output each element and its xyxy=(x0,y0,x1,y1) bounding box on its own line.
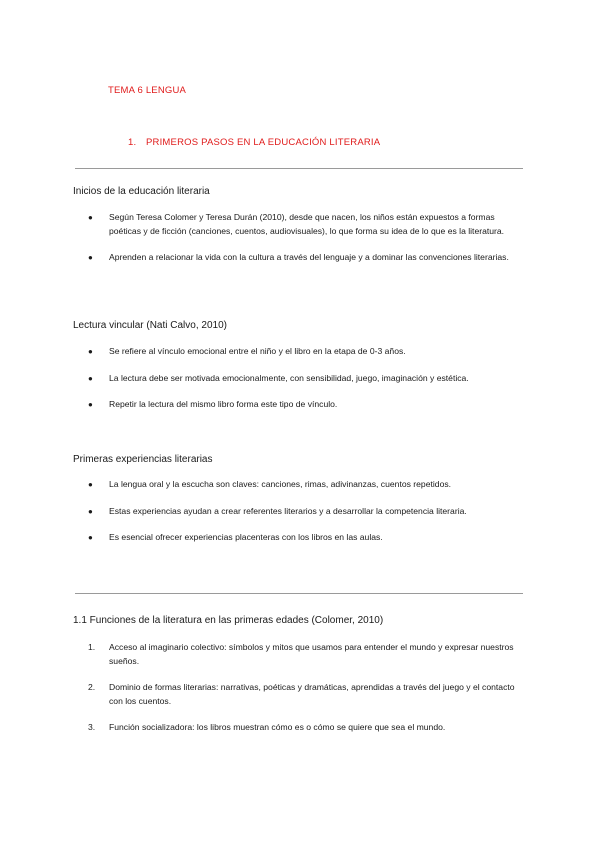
bullet-list-primeras-experiencias xyxy=(88,478,528,545)
section-number: 1. xyxy=(128,137,137,148)
list-item-text: Repetir la lectura del mismo libro forma este tipo de vínculo. xyxy=(109,399,338,409)
bullet-icon: ● xyxy=(88,373,93,383)
list-item-text: Aprenden a relacionar la vida con la cultura a través del lenguaje y a dominar las convenciones literarias. xyxy=(109,252,509,262)
list-item-text: Se refiere al vínculo emocional entre el niño y el libro en la etapa de 0-3 años. xyxy=(109,346,406,356)
bullet-icon: ● xyxy=(88,480,93,489)
list-number: 2. xyxy=(88,682,96,692)
divider-top xyxy=(75,168,523,169)
list-item xyxy=(88,398,528,412)
list-item xyxy=(88,345,528,359)
numbered-list-funciones xyxy=(88,641,528,735)
list-item xyxy=(88,372,528,386)
subheading-primeras-experiencias: Primeras experiencias literarias xyxy=(73,454,213,465)
list-item xyxy=(88,478,528,492)
list-item-text: Es esencial ofrecer experiencias placenteras con los libros en las aulas. xyxy=(109,532,383,542)
list-item xyxy=(88,641,528,668)
list-item xyxy=(88,505,528,519)
list-item xyxy=(88,681,528,708)
list-item-text: Estas experiencias ayudan a crear referentes literarios y a desarrollar la competencia literaria. xyxy=(109,505,467,516)
list-item xyxy=(88,251,528,265)
bullet-icon: ● xyxy=(88,400,93,409)
bullet-list-lectura-vincular xyxy=(88,345,528,412)
bullet-icon: ● xyxy=(88,506,93,516)
doc-title: TEMA 6 LENGUA xyxy=(108,85,187,96)
subheading-lectura-vincular: Lectura vincular (Nati Calvo, 2010) xyxy=(73,320,227,331)
bullet-icon: ● xyxy=(88,533,93,542)
bullet-icon: ● xyxy=(88,253,93,262)
subheading-funciones: 1.1 Funciones de la literatura en las primeras edades (Colomer, 2010) xyxy=(73,615,384,626)
list-item-text: La lectura debe ser motivada emocionalmente, con sensibilidad, juego, imaginación y estética. xyxy=(109,372,469,383)
list-item xyxy=(88,211,528,238)
list-item-text: Según Teresa Colomer y Teresa Durán (2010), desde que nacen, los niños están expuestos a formas poéticas y de ficción (canciones, cuentos, audiovisuales), lo que forma su idea de lo que es la literatura. xyxy=(109,212,505,236)
list-number: 1. xyxy=(88,642,96,652)
list-item-text: Acceso al imaginario colectivo: símbolos y mitos que usamos para entender el mundo y expresar nuestros sueños. xyxy=(109,642,514,666)
list-item xyxy=(88,531,528,545)
section-heading xyxy=(128,137,380,148)
list-number: 3. xyxy=(88,722,96,732)
list-item xyxy=(88,721,528,735)
list-item-text: Función socializadora: los libros muestran cómo es o cómo se quiere que sea el mundo. xyxy=(109,722,446,732)
divider-bottom xyxy=(75,593,523,594)
subheading-inicios: Inicios de la educación literaria xyxy=(73,186,210,197)
bullet-list-inicios xyxy=(88,211,528,265)
section-heading-text: PRIMEROS PASOS EN LA EDUCACIÓN LITERARIA xyxy=(146,137,381,148)
bullet-icon: ● xyxy=(88,347,93,356)
bullet-icon: ● xyxy=(88,213,93,222)
list-item-text: Dominio de formas literarias: narrativas, poéticas y dramáticas, aprendidas a través del juego y el contacto con los cuentos. xyxy=(109,682,515,706)
list-item-text: La lengua oral y la escucha son claves: canciones, rimas, adivinanzas, cuentos repetidos. xyxy=(109,479,452,489)
